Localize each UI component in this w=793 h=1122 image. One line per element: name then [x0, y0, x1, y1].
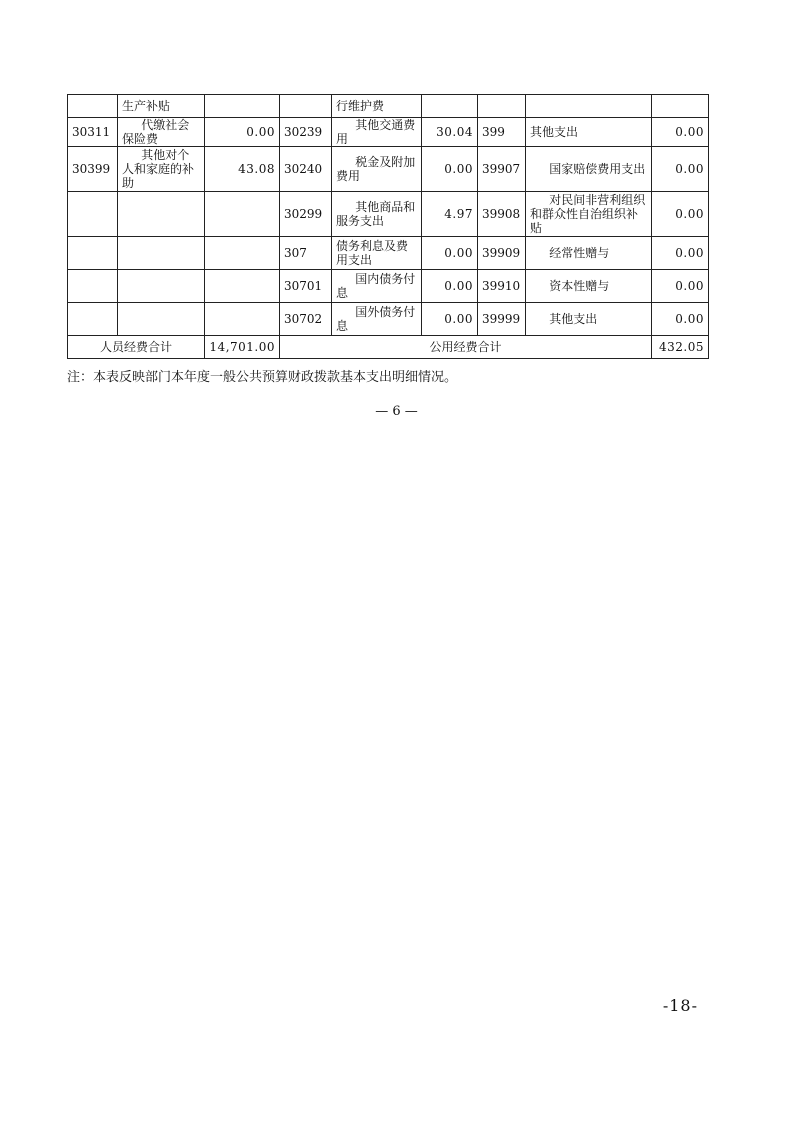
- econ-code-cell: 30702: [280, 303, 332, 336]
- item-name-cell: 对民间非营利组织和群众性自治组织补贴: [526, 192, 652, 237]
- amount-cell: 0.00: [652, 303, 709, 336]
- budget-detail-table: [67, 94, 709, 359]
- amount-cell: [205, 270, 280, 303]
- item-name-cell: 代缴社会保险费: [118, 118, 205, 147]
- econ-code-cell: 307: [280, 237, 332, 270]
- econ-code-cell: 30239: [280, 118, 332, 147]
- econ-code-cell: 39910: [478, 270, 526, 303]
- item-name-cell: 资本性赠与: [526, 270, 652, 303]
- amount-cell: 4.97: [422, 192, 478, 237]
- econ-code-cell: 39909: [478, 237, 526, 270]
- amount-cell: 0.00: [422, 303, 478, 336]
- table-row: [68, 192, 709, 237]
- table-row: [68, 270, 709, 303]
- econ-code-cell: 39907: [478, 147, 526, 192]
- item-name-cell: 其他支出: [526, 118, 652, 147]
- item-name-cell: 经常性赠与: [526, 237, 652, 270]
- item-name-cell: [118, 237, 205, 270]
- public-total-value: 432.05: [652, 336, 709, 359]
- amount-cell: 0.00: [652, 192, 709, 237]
- econ-code-cell: 30701: [280, 270, 332, 303]
- econ-code-cell: [478, 95, 526, 118]
- econ-code-cell: 30311: [68, 118, 118, 147]
- amount-cell: 0.00: [652, 270, 709, 303]
- item-name-cell: 国家赔偿费用支出: [526, 147, 652, 192]
- item-name-cell: [526, 95, 652, 118]
- amount-cell: 0.00: [652, 237, 709, 270]
- item-name-cell: 税金及附加费用: [332, 147, 422, 192]
- table-row: [68, 147, 709, 192]
- item-name-cell: 行维护费: [332, 95, 422, 118]
- econ-code-cell: [68, 270, 118, 303]
- table-note: 注：本表反映部门本年度一般公共预算财政拨款基本支出明细情况。: [67, 370, 458, 385]
- item-name-cell: 其他对个人和家庭的补助: [118, 147, 205, 192]
- econ-code-cell: 399: [478, 118, 526, 147]
- item-name-cell: 其他商品和服务支出: [332, 192, 422, 237]
- amount-cell: 43.08: [205, 147, 280, 192]
- item-name-cell: 其他交通费用: [332, 118, 422, 147]
- table-row: [68, 237, 709, 270]
- econ-code-cell: [68, 192, 118, 237]
- econ-code-cell: 39999: [478, 303, 526, 336]
- amount-cell: [205, 237, 280, 270]
- table-row: [68, 118, 709, 147]
- public-total-label: 公用经费合计: [280, 336, 652, 359]
- amount-cell: [652, 95, 709, 118]
- econ-code-cell: 30240: [280, 147, 332, 192]
- amount-cell: [205, 192, 280, 237]
- item-name-cell: 国内债务付息: [332, 270, 422, 303]
- item-name-cell: 其他支出: [526, 303, 652, 336]
- item-name-cell: [118, 270, 205, 303]
- table-row: [68, 95, 709, 118]
- amount-cell: 0.00: [652, 118, 709, 147]
- amount-cell: [422, 95, 478, 118]
- totals-row: [68, 336, 709, 359]
- outer-page-number: -18-: [662, 996, 698, 1015]
- amount-cell: 0.00: [422, 237, 478, 270]
- item-name-cell: 国外债务付息: [332, 303, 422, 336]
- amount-cell: 0.00: [422, 147, 478, 192]
- item-name-cell: 债务利息及费用支出: [332, 237, 422, 270]
- econ-code-cell: 30399: [68, 147, 118, 192]
- personnel-total-label: 人员经费合计: [68, 336, 205, 359]
- inner-page-number: — 6 —: [375, 404, 418, 419]
- item-name-cell: 生产补贴: [118, 95, 205, 118]
- amount-cell: [205, 95, 280, 118]
- econ-code-cell: [68, 95, 118, 118]
- item-name-cell: [118, 303, 205, 336]
- amount-cell: [205, 303, 280, 336]
- econ-code-cell: [68, 237, 118, 270]
- econ-code-cell: 30299: [280, 192, 332, 237]
- amount-cell: 0.00: [652, 147, 709, 192]
- item-name-cell: [118, 192, 205, 237]
- personnel-total-value: 14,701.00: [205, 336, 280, 359]
- econ-code-cell: [68, 303, 118, 336]
- amount-cell: 30.04: [422, 118, 478, 147]
- table-row: [68, 303, 709, 336]
- amount-cell: 0.00: [205, 118, 280, 147]
- econ-code-cell: [280, 95, 332, 118]
- econ-code-cell: 39908: [478, 192, 526, 237]
- amount-cell: 0.00: [422, 270, 478, 303]
